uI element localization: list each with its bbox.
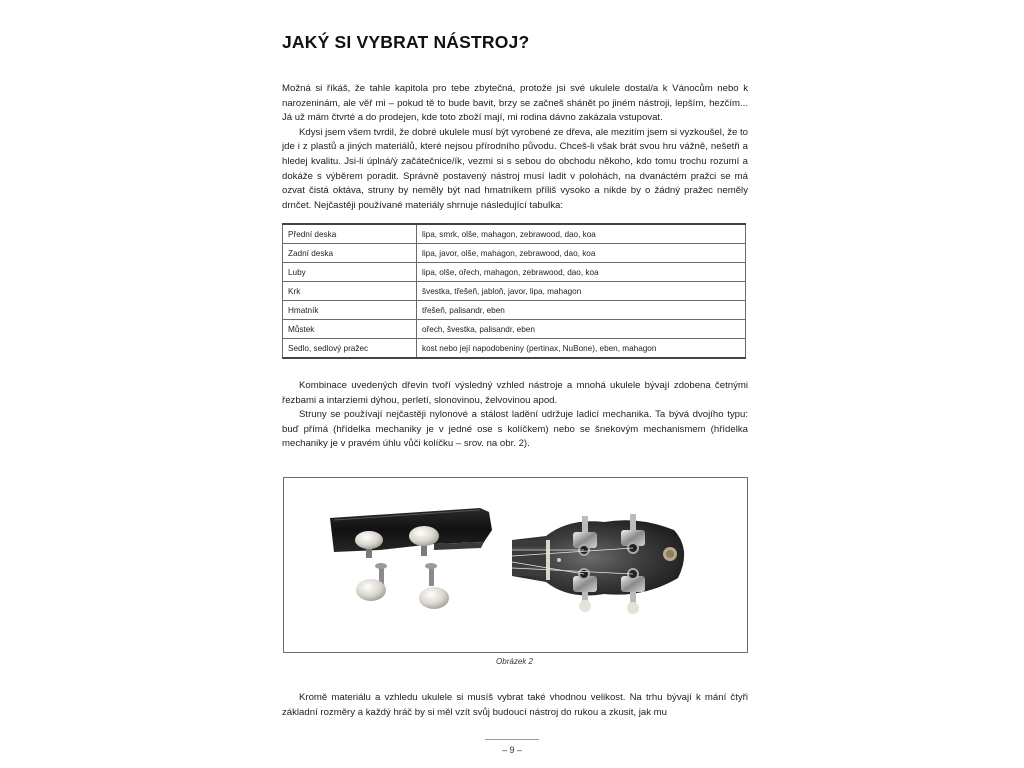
front-view-headstock <box>512 514 684 614</box>
materials-cell: lipa, javor, olše, mahagon, zebrawood, dao, koa <box>417 244 746 263</box>
table-row <box>283 263 746 282</box>
figure-caption: Obrázek 2 <box>496 657 533 666</box>
part-cell: Můstek <box>283 320 417 339</box>
table-row <box>283 339 746 359</box>
table-row <box>283 301 746 320</box>
part-cell: Hmatník <box>283 301 417 320</box>
figure-ukulele-tuners <box>283 477 748 653</box>
part-cell: Zadní deska <box>283 244 417 263</box>
intro-text-block <box>282 82 748 213</box>
materials-cell: kost nebo její napodobeniny (pertinax, NuBone), eben, mahagon <box>417 339 746 359</box>
page-number-divider <box>485 739 539 740</box>
table-row <box>283 224 746 244</box>
ukulele-headstock-photos <box>284 478 747 652</box>
paragraph-3: Kombinace uvedených dřevin tvoří výsledný vzhled nástroje a mnohá ukulele bývají zdobena četnými řezbami a intarziemi dýhou, perletí, slonovinou, želvovinou apod. <box>282 380 748 406</box>
table-row <box>283 282 746 301</box>
part-cell: Přední deska <box>283 224 417 244</box>
table-row <box>283 320 746 339</box>
part-cell: Krk <box>283 282 417 301</box>
paragraph-5: Kromě materiálu a vzhledu ukulele si musíš vybrat také vhodnou velikost. Na trhu bývají k mání čtyři základní rozměry a každý hráč by si měl vzít svůj budoucí nástroj do rukou a zkusit, jak mu <box>282 692 748 718</box>
materials-cell: ořech, švestka, palisandr, eben <box>417 320 746 339</box>
chapter-heading: JAKÝ SI VYBRAT NÁSTROJ? <box>282 32 530 52</box>
materials-cell: třešeň, palisandr, eben <box>417 301 746 320</box>
paragraph-4: Struny se používají nejčastěji nylonové a stálost ladění udržuje ladicí mechanika. Ta bývá dvojího typu: buď přímá (hřídelka mechaniky je v jedné ose s kolíčkem) nebo se šnekovým mechanismem (hřídelka mechaniky je v pravém úhlu vůči kolíčku – srov. na obr. 2). <box>282 409 748 450</box>
middle-text-block <box>282 379 748 452</box>
part-cell: Sedlo, sedlový pražec <box>283 339 417 359</box>
materials-cell: švestka, třešeň, jabloň, javor, lipa, mahagon <box>417 282 746 301</box>
page-number: – 9 – <box>501 745 523 755</box>
paragraph-1: Možná si říkáš, že tahle kapitola pro tebe zbytečná, protože jsi své ukulele dostal/a k Vánocům nebo k narozeninám, ale věř mi – pokud tě to bude bavit, brzy se začneš shánět po jiném nástroji, lepším, hezčím... Já už mám čtvrté a do prodejen, kde toto zboží mají, mi rodina dávno zakázala vstupovat. <box>282 83 748 124</box>
part-cell: Luby <box>283 263 417 282</box>
side-view-headstock <box>330 508 492 609</box>
table-row <box>283 244 746 263</box>
materials-table <box>282 223 746 359</box>
paragraph-2: Kdysi jsem všem tvrdil, že dobré ukulele musí být vyrobené ze dřeva, ale mezitím jsem si vyzkoušel, že to jde i z plastů a jiných materiálů, které nejsou přírodního původu. Chceš-li však brát svou hru vážně, nešetři a hledej kvalitu. Jsi-li úplná/ý začátečnice/ík, vezmi si s sebou do obchodu někoho, kdo tomu trochu rozumí a dokáže s výběrem poradit. Správně postavený nástroj musí ladit v polohách, na dvanáctém pražci se má ozvat čistá oktáva, struny by neměly být nad hmatníkem příliš vysoko a nikde by o žádný pražec neměly drnčet. Nejčastěji používané materiály shrnuje následující tabulka: <box>282 126 748 211</box>
materials-cell: lipa, smrk, olše, mahagon, zebrawood, dao, koa <box>417 224 746 244</box>
materials-cell: lipa, olše, ořech, mahagon, zebrawood, dao, koa <box>417 263 746 282</box>
